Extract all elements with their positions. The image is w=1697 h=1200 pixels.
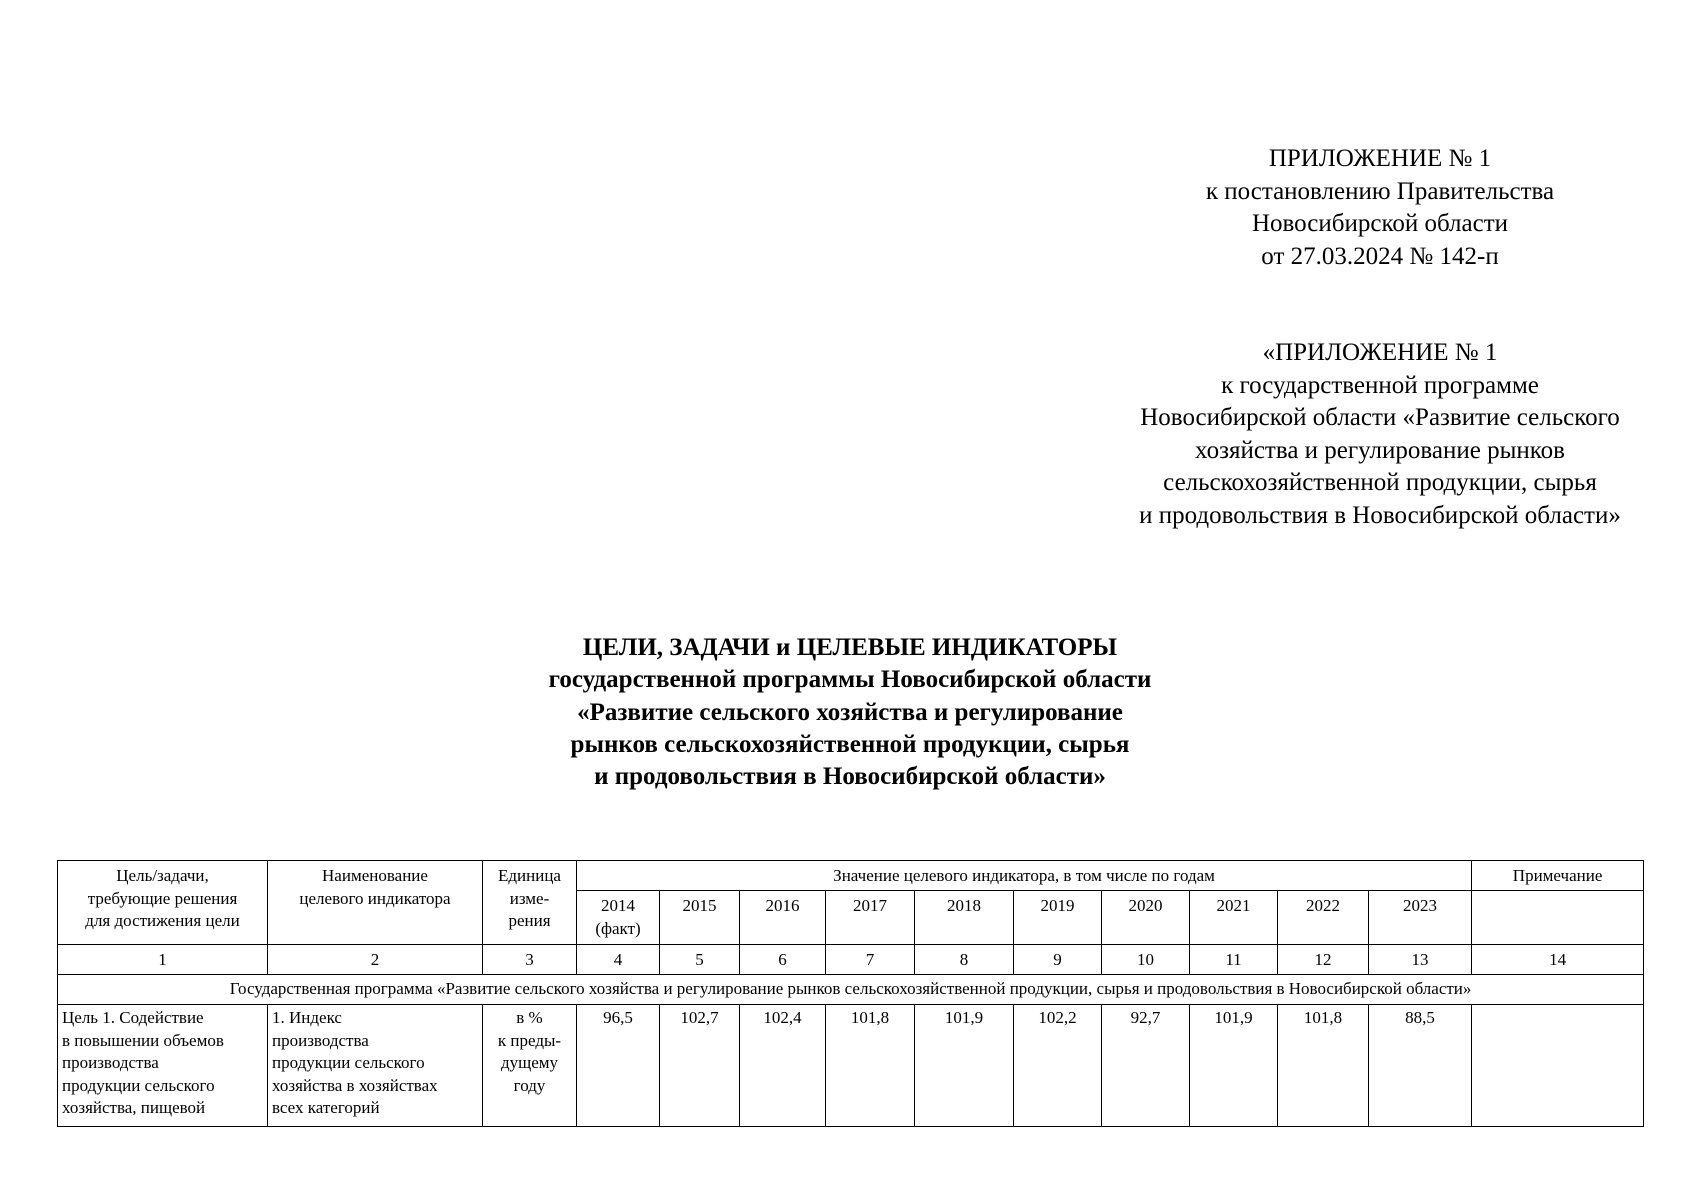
- header-year-2021: 2021: [1190, 891, 1278, 945]
- indicator-line: всех категорий: [272, 1098, 380, 1117]
- goal-line: производства: [62, 1053, 159, 1072]
- goal-line: хозяйства, пищевой: [62, 1098, 206, 1117]
- header-unit-line: рения: [508, 911, 551, 930]
- column-number: 7: [826, 945, 915, 975]
- column-number: 6: [740, 945, 826, 975]
- column-number: 2: [268, 945, 483, 975]
- header-unit-line: Единица: [498, 866, 561, 885]
- column-number: 13: [1369, 945, 1472, 975]
- header-year-2020: 2020: [1102, 891, 1190, 945]
- appendix-2-line: хозяйства и регулирование рынков: [1195, 436, 1565, 464]
- goal-line: в повышении объемов: [62, 1030, 224, 1050]
- header-year-2016: 2016: [740, 891, 826, 945]
- year-sublabel: (факт): [595, 918, 641, 938]
- appendix-2-header: [1080, 337, 1680, 532]
- header-goal-line: Цель/задачи,: [116, 866, 209, 885]
- header-indicator-line: Наименование: [322, 866, 428, 885]
- value-2018: 101,9: [915, 1005, 1014, 1127]
- header-goal-line: для достижения цели: [85, 911, 240, 930]
- header-indicator: [268, 861, 483, 945]
- column-number: 9: [1014, 945, 1102, 975]
- column-number: 10: [1102, 945, 1190, 975]
- column-number: 1: [58, 945, 268, 975]
- value-2023: 88,5: [1369, 1005, 1472, 1127]
- goal-line: Цель 1. Содействие: [62, 1008, 204, 1027]
- value-2017: 101,8: [826, 1005, 915, 1127]
- column-number: 12: [1278, 945, 1369, 975]
- appendix-1-line: Новосибирской области: [1251, 210, 1509, 237]
- table-row: [58, 1005, 1644, 1127]
- appendix-1-header: [1160, 143, 1600, 273]
- title-line: и продовольствия в Новосибирской области»: [594, 763, 1106, 791]
- header-values-group: Значение целевого индикатора, в том числе по годам: [577, 861, 1472, 891]
- year-label: 2014: [601, 896, 635, 915]
- column-number: 5: [660, 945, 740, 975]
- header-year-2019: 2019: [1014, 891, 1102, 945]
- value-2020: 92,7: [1102, 1005, 1190, 1127]
- column-number: 4: [577, 945, 660, 975]
- title-line: «Развитие сельского хозяйства и регулирование: [577, 698, 1123, 726]
- header-year-2022: 2022: [1278, 891, 1369, 945]
- title-line: ЦЕЛИ, ЗАДАЧИ и ЦЕЛЕВЫЕ ИНДИКАТОРЫ: [582, 634, 1118, 661]
- header-year-2015: 2015: [660, 891, 740, 945]
- unit-line: в %: [516, 1008, 543, 1027]
- appendix-2-line: и продовольствия в Новосибирской области»: [1139, 501, 1621, 529]
- value-2014: 96,5: [577, 1005, 660, 1127]
- appendix-2-line: Новосибирской области «Развитие сельского: [1140, 404, 1620, 431]
- column-number: 8: [915, 945, 1014, 975]
- goal-cell: [58, 1005, 268, 1127]
- header-goal: [58, 861, 268, 945]
- document-title: [310, 632, 1390, 793]
- appendix-1-line: к постановлению Правительства: [1205, 177, 1555, 205]
- title-line: государственной программы Новосибирской области: [548, 666, 1152, 694]
- value-2016: 102,4: [740, 1005, 826, 1127]
- header-year-2017: 2017: [826, 891, 915, 945]
- appendix-1-line: ПРИЛОЖЕНИЕ № 1: [1268, 145, 1492, 172]
- program-row: Государственная программа «Развитие сельского хозяйства и регулирование рынков сельскохозяйственной продукции, сырья и продовольствия в Новосибирской области»: [58, 975, 1644, 1005]
- indicators-table: [57, 860, 1644, 1127]
- appendix-2-line: «ПРИЛОЖЕНИЕ № 1: [1262, 339, 1498, 366]
- goal-line: продукции сельского: [62, 1075, 215, 1095]
- unit-cell: [483, 1005, 577, 1127]
- header-note-empty: [1472, 891, 1644, 945]
- column-number: 3: [483, 945, 577, 975]
- indicator-cell: [268, 1005, 483, 1127]
- title-line: рынков сельскохозяйственной продукции, сырья: [570, 730, 1130, 758]
- value-2022: 101,8: [1278, 1005, 1369, 1127]
- appendix-2-line: к государственной программе: [1221, 371, 1539, 399]
- note-cell: [1472, 1005, 1644, 1127]
- column-number: 11: [1190, 945, 1278, 975]
- appendix-2-line: сельскохозяйственной продукции, сырья: [1163, 469, 1597, 496]
- value-2019: 102,2: [1014, 1005, 1102, 1127]
- indicator-line: продукции сельского: [272, 1053, 425, 1072]
- indicator-line: 1. Индекс: [272, 1008, 342, 1027]
- header-year-2014: [577, 891, 660, 945]
- column-number: 14: [1472, 945, 1644, 975]
- unit-line: дущему: [500, 1053, 559, 1072]
- value-2015: 102,7: [660, 1005, 740, 1127]
- header-note: Примечание: [1472, 861, 1644, 891]
- header-unit-line: изме-: [509, 888, 550, 908]
- header-unit: [483, 861, 577, 945]
- header-year-2023: 2023: [1369, 891, 1472, 945]
- value-2021: 101,9: [1190, 1005, 1278, 1127]
- indicator-line: производства: [272, 1030, 369, 1050]
- header-goal-line: требующие решения: [87, 888, 238, 908]
- header-indicator-line: целевого индикатора: [299, 888, 451, 908]
- unit-line: к преды-: [497, 1030, 562, 1050]
- unit-line: году: [513, 1075, 546, 1095]
- indicator-line: хозяйства в хозяйствах: [272, 1075, 438, 1095]
- header-year-2018: 2018: [915, 891, 1014, 945]
- appendix-1-line: от 27.03.2024 № 142-п: [1261, 242, 1499, 270]
